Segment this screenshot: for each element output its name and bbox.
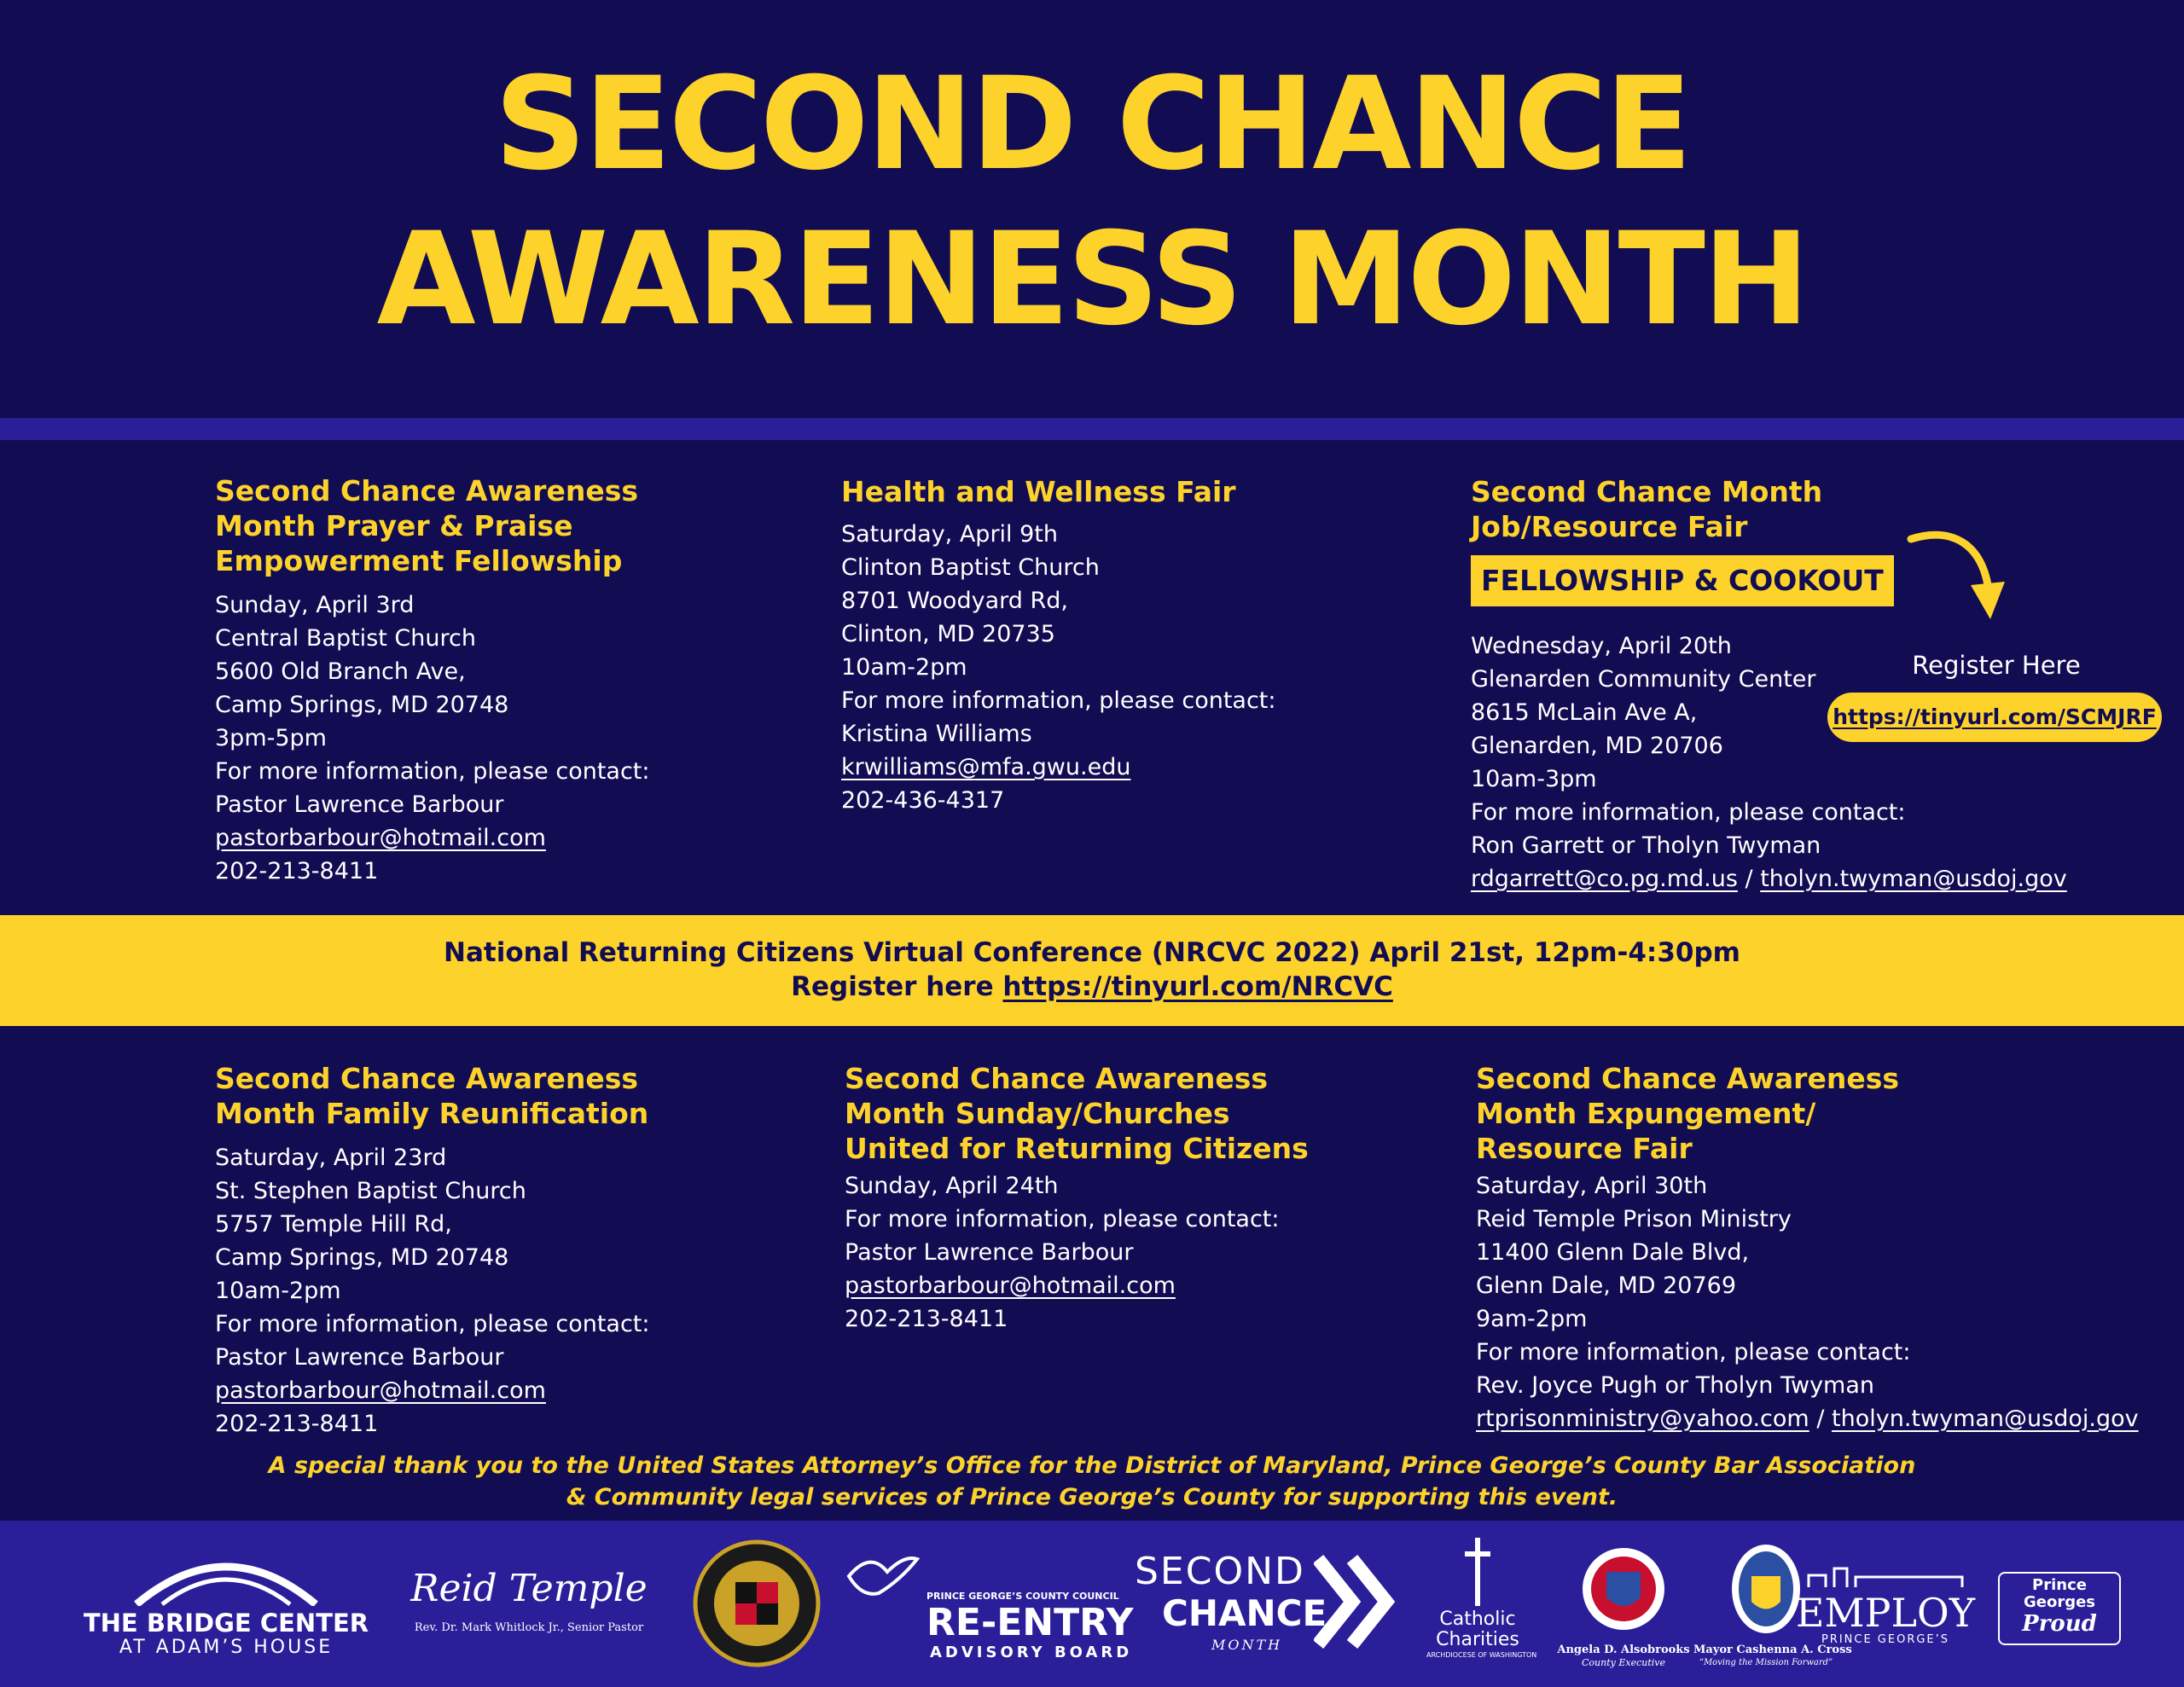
county-seal-icon [1581, 1538, 1666, 1640]
event-details: Saturday, April 23rd St. Stephen Baptist Church 5757 Temple Hill Rd, Camp Springs, MD 20748 10am-2pm For more information, please contact: Pastor Lawrence Barbour pastorbarbour@hotmail.com 202-213-8411 [215, 1141, 649, 1441]
title-line-2: AWARENESS MONTH [376, 206, 1808, 354]
phone-number: 202-436-4317 [841, 787, 1005, 814]
banner-line-2: Register here https://tinyurl.com/NRCVC [791, 971, 1393, 1002]
event-details: Saturday, April 9th Clinton Baptist Church 8701 Woodyard Rd, Clinton, MD 20735 10am-2pm For more information, please contact: Kristina Williams krwilliams@mfa.gwu.edu 202-436-4317 [841, 518, 1275, 817]
event-details: Saturday, April 30th Reid Temple Prison Ministry 11400 Glenn Dale Blvd, Glenn Dale, MD 20769 9am-2pm For more information, please contact: Rev. Joyce Pugh or Tholyn Twyman rtprisonministry@yahoo.com / tholyn.twyman@usdoj.gov [1476, 1173, 2139, 1432]
banner-line-1: National Returning Citizens Virtual Conference (NRCVC 2022) April 21st, 12pm-4:30pm [444, 937, 1740, 968]
banner-register-link[interactable]: https://tinyurl.com/NRCVC [1002, 971, 1393, 1002]
states-attorney-seal-icon [693, 1539, 821, 1667]
fellowship-badge: FELLOWSHIP & COOKOUT [1471, 555, 1894, 606]
employ-prince-georges-logo: EMPLOY PRINCE GEORGE’S [1792, 1563, 1979, 1646]
event-title: Second Chance Awareness Month Prayer & Praise Empowerment Fellowship [215, 474, 638, 577]
email-separator: / [1745, 866, 1753, 892]
event-expungement-fair [1476, 1061, 2139, 1435]
prince-georges-proud-logo: Prince Georges Proud [1998, 1572, 2121, 1645]
event-sunday-churches [845, 1061, 1309, 1336]
cross-icon [1465, 1538, 1490, 1606]
thank-you-note: A special thank you to the United States Attorney’s Office for the District of Maryland, Prince George’s County Bar Association & Community legal services of Prince George’s County for supporting this event. [268, 1452, 1916, 1510]
event-prayer-praise [215, 473, 649, 888]
second-chance-month-logo: SECOND CHANCE MONTH [1135, 1551, 1408, 1671]
arch-icon [128, 1546, 324, 1606]
email-link-2[interactable]: tholyn.twyman@usdoj.gov [1832, 1406, 2139, 1432]
email-link[interactable]: krwilliams@mfa.gwu.edu [841, 754, 1131, 780]
prince-georges-county-logo: Angela D. Alsobrooks County Executive [1551, 1538, 1696, 1669]
phone-number: 202-213-8411 [215, 858, 379, 884]
email-link[interactable]: pastorbarbour@hotmail.com [845, 1272, 1176, 1299]
email-link[interactable]: pastorbarbour@hotmail.com [215, 825, 546, 851]
double-chevron-icon [1314, 1555, 1399, 1649]
event-details: Sunday, April 24th For more information, please contact: Pastor Lawrence Barbour pastorbarbour@hotmail.com 202-213-8411 [845, 1169, 1309, 1336]
dove-icon [845, 1546, 921, 1606]
conference-banner [0, 915, 2184, 1026]
reid-temple-logo: Reid Temple Rev. Dr. Mark Whitlock Jr., Senior Pastor [410, 1567, 648, 1634]
catholic-charities-logo: Catholic Charities ARCHDIOCESE OF WASHINGTON [1426, 1538, 1529, 1661]
event-title: Second Chance Awareness Month Expungement/ Resource Fair [1476, 1062, 1899, 1165]
event-family-reunification [215, 1061, 649, 1441]
email-link-2[interactable]: tholyn.twyman@usdoj.gov [1760, 866, 2067, 892]
email-link[interactable]: rdgarrett@co.pg.md.us [1471, 866, 1738, 892]
phone-number: 202-213-8411 [845, 1306, 1008, 1332]
register-link-button[interactable]: https://tinyurl.com/SCMJRF [1827, 693, 2162, 742]
title-divider [0, 418, 2184, 440]
title-line-1: SECOND CHANCE [494, 50, 1690, 199]
event-title: Second Chance Month Job/Resource Fair [1471, 475, 1823, 543]
curved-arrow-icon [1904, 525, 2007, 628]
event-details: Sunday, April 3rd Central Baptist Church 5600 Old Branch Ave, Camp Springs, MD 20748 3pm-5pm For more information, please contact: Pastor Lawrence Barbour pastorbarbour@hotmail.com 202-213-8411 [215, 588, 649, 888]
page-title [0, 47, 2184, 357]
event-title: Health and Wellness Fair [841, 475, 1236, 508]
event-details: Wednesday, April 20th Glenarden Community Center 8615 McLain Ave A, Glenarden, MD 20706 10am-3pm For more information, please contact: Ron Garrett or Tholyn Twyman rdgarrett@co.pg.md.us / tholyn.twyman@usdoj.gov [1471, 633, 2067, 892]
email-separator: / [1816, 1406, 1825, 1432]
email-link[interactable]: pastorbarbour@hotmail.com [215, 1377, 546, 1404]
skyline-icon [1800, 1563, 1971, 1589]
bridge-center-logo: THE BRIDGE CENTER AT ADAM’S HOUSE [77, 1546, 375, 1659]
event-health-wellness [841, 474, 1275, 817]
phone-number: 202-213-8411 [215, 1411, 379, 1437]
email-link[interactable]: rtprisonministry@yahoo.com [1476, 1406, 1809, 1432]
sponsor-footer: THE BRIDGE CENTER AT ADAM’S HOUSE Reid Temple Rev. Dr. Mark Whitlock Jr., Senior Pastor PRINCE GEORGE’S COUNTY COUNCIL RE-ENTRY ADVISORY BOARD SECOND CHANCE MONTH Catholic Charities ARCHDIOCESE OF WASHINGTON Angela D. Alsobrooks County Executive Mayor Cashenna A. Cross “Moving the Mission Forward” EMPLOY PRINCE GEORGE’S Prince Georges Proud [0, 1521, 2184, 1687]
register-label: Register Here [1912, 651, 2081, 680]
event-title: Second Chance Awareness Month Family Reunification [215, 1062, 649, 1130]
glenarden-city-logo: Mayor Cashenna A. Cross “Moving the Mission Forward” [1693, 1538, 1838, 1669]
event-title: Second Chance Awareness Month Sunday/Churches United for Returning Citizens [845, 1062, 1309, 1165]
